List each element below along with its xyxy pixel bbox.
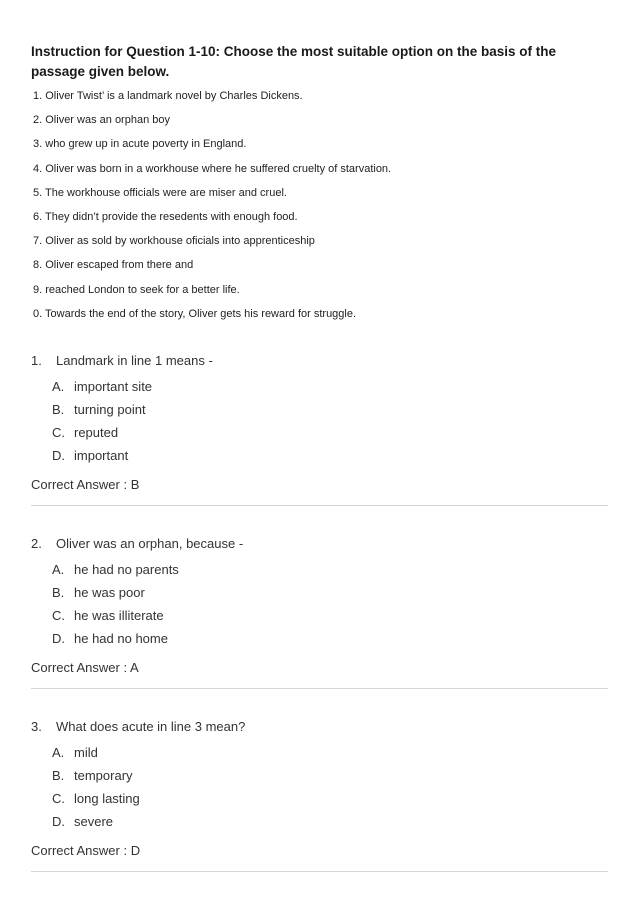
option-b[interactable] — [31, 400, 608, 423]
answer-label: Correct Answer : — [31, 477, 128, 492]
line-text: Oliver as sold by workhouse oficials into apprenticeship — [45, 235, 315, 248]
line-text: Oliver Twist’ is a landmark novel by Charles Dickens. — [45, 90, 303, 102]
line-number: 1. — [33, 90, 43, 102]
option-letter: C. — [52, 791, 65, 806]
line-text: They didn’t provide the resedents with enough food. — [45, 210, 298, 223]
option-letter: D. — [52, 448, 65, 463]
option-text: he was poor — [74, 585, 145, 600]
line-number: 6. — [33, 210, 43, 223]
line-number: 5. — [33, 186, 43, 199]
option-b[interactable] — [31, 766, 608, 789]
passage-line — [33, 159, 613, 183]
question-block — [31, 351, 608, 506]
line-text: reached London to seek for a better life. — [45, 283, 240, 296]
passage-line — [33, 255, 613, 279]
passage-line — [33, 86, 613, 110]
option-text: important site — [74, 379, 153, 394]
line-number: 8. — [33, 259, 43, 272]
question-number: 2. — [31, 536, 42, 551]
line-text: who grew up in acute poverty in England. — [45, 138, 247, 151]
option-letter: A. — [52, 379, 65, 394]
question-text — [31, 717, 608, 743]
divider — [31, 688, 608, 689]
question-prompt: Oliver was an orphan, because - — [56, 536, 244, 551]
question-text — [31, 534, 608, 560]
option-letter: B. — [52, 402, 65, 417]
option-letter: C. — [52, 608, 65, 623]
answer-value: B — [130, 477, 140, 492]
correct-answer — [31, 658, 608, 678]
option-b[interactable] — [31, 583, 608, 606]
option-text: severe — [74, 814, 114, 829]
line-text: Towards the end of the story, Oliver gets his reward for struggle. — [45, 307, 357, 320]
line-text: Oliver was an orphan boy — [45, 114, 170, 127]
option-d[interactable] — [31, 629, 608, 652]
question-number: 3. — [31, 719, 42, 734]
divider — [31, 505, 608, 506]
passage-line — [33, 207, 613, 231]
question-block — [31, 534, 608, 689]
option-text: turning point — [74, 402, 146, 417]
option-text: long lasting — [74, 791, 140, 806]
answer-value: D — [130, 843, 141, 858]
option-letter: C. — [52, 425, 65, 440]
question-prompt: Landmark in line 1 means - — [56, 353, 213, 368]
line-number: 0. — [33, 307, 43, 320]
option-text: he had no home — [74, 631, 168, 646]
passage-line — [33, 134, 613, 158]
line-number: 4. — [33, 162, 43, 175]
option-text: temporary — [74, 768, 133, 783]
instruction-heading: Instruction for Question 1-10: Choose the most suitable option on the basis of the passage given below. — [31, 44, 557, 79]
line-number: 3. — [33, 138, 43, 151]
option-text: he was illiterate — [74, 608, 164, 623]
line-number: 7. — [33, 235, 43, 248]
divider — [31, 871, 608, 872]
option-letter: B. — [52, 768, 65, 783]
question-text — [31, 351, 608, 377]
option-d[interactable] — [31, 446, 608, 469]
option-c[interactable] — [31, 789, 608, 812]
line-number: 9. — [33, 283, 43, 296]
option-text: mild — [74, 745, 98, 760]
option-text: reputed — [74, 425, 119, 440]
line-number: 2. — [33, 114, 43, 127]
passage-line — [33, 231, 613, 255]
option-letter: D. — [52, 814, 65, 829]
option-d[interactable] — [31, 812, 608, 835]
option-text: important — [74, 448, 129, 463]
option-a[interactable] — [31, 743, 608, 766]
passage-line — [33, 304, 613, 328]
question-block — [31, 717, 608, 872]
question-prompt: What does acute in line 3 mean? — [56, 719, 246, 734]
option-c[interactable] — [31, 423, 608, 446]
option-a[interactable] — [31, 560, 608, 583]
option-letter: A. — [52, 562, 65, 577]
passage-line — [33, 280, 613, 304]
answer-value: A — [130, 660, 139, 675]
answer-label: Correct Answer : — [31, 843, 128, 858]
line-text: The workhouse officials were are miser and cruel. — [45, 186, 287, 199]
option-a[interactable] — [31, 377, 608, 400]
passage-line — [33, 110, 613, 134]
passage — [33, 86, 613, 328]
correct-answer — [31, 841, 608, 861]
option-letter: B. — [52, 585, 65, 600]
correct-answer — [31, 475, 608, 495]
question-number: 1. — [31, 353, 42, 368]
answer-label: Correct Answer : — [31, 660, 128, 675]
passage-line — [33, 183, 613, 207]
option-letter: D. — [52, 631, 65, 646]
option-c[interactable] — [31, 606, 608, 629]
option-letter: A. — [52, 745, 65, 760]
option-text: he had no parents — [74, 562, 179, 577]
line-text: Oliver escaped from there and — [45, 259, 194, 272]
line-text: Oliver was born in a workhouse where he suffered cruelty of starvation. — [45, 162, 392, 175]
